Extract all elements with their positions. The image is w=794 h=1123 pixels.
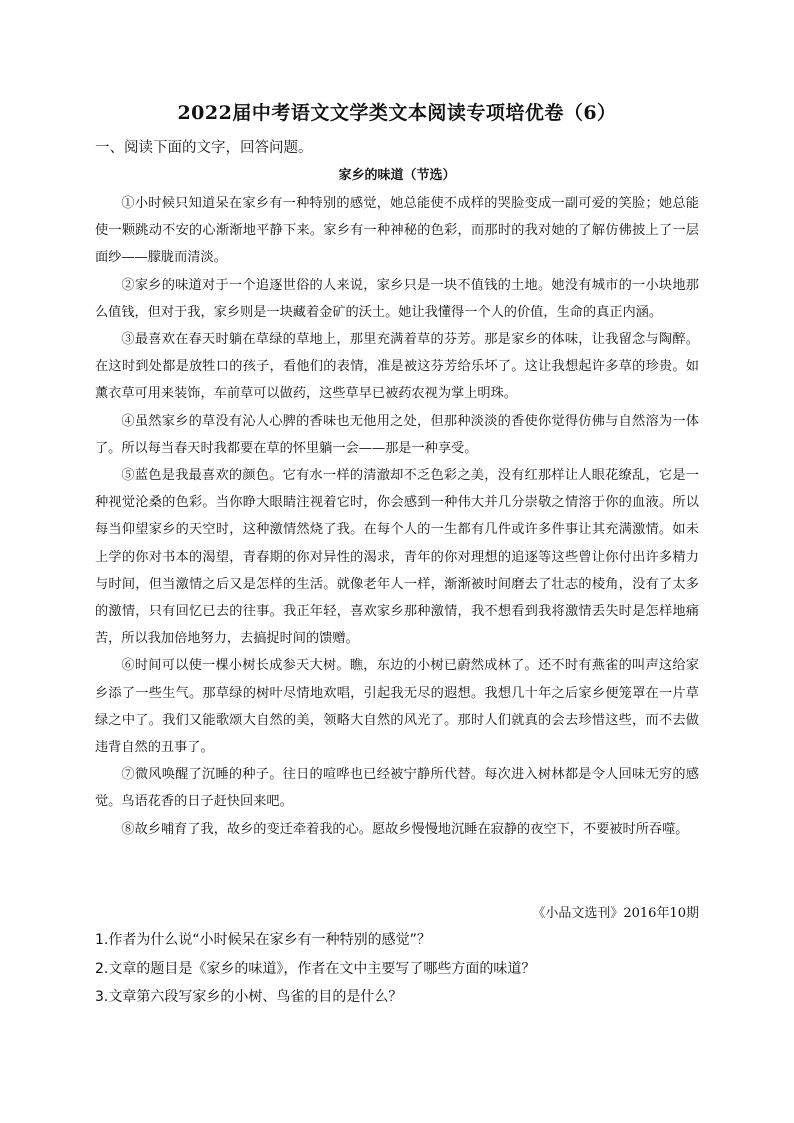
article-paragraph-7: ⑦微风唤醒了沉睡的种子。往日的喧哗也已经被宁静所代替。每次进入树林都是令人回味无穷的感觉。鸟语花香的日子赶快回来吧。 — [95, 767, 699, 810]
section-heading: 一、阅读下面的文字，回答问题。 — [95, 140, 313, 156]
question-1: 1.作者为什么说“小时候呆在家乡有一种特别的感觉”？ — [95, 932, 431, 948]
article-paragraph-6: ⑥时间可以使一棵小树长成参天大树。瞧，东边的小树已蔚然成林了。还不时有燕雀的叫声这给家乡添了一些生气。那草绿的树叶尽情地欢唱，引起我无尽的遐想。我想几十年之后家乡便笼罩在一片草绿之中了。我们又能歌颂大自然的美，领略大自然的风光了。那时人们就真的会去珍惜这些，而不去做违背自然的丑事了。 — [95, 658, 699, 756]
document-title: 2022届中考语文文学类文本阅读专项培优卷（6） — [177, 102, 617, 124]
question-list — [95, 926, 699, 1012]
article-body — [95, 190, 699, 843]
article-paragraph-5: ⑤蓝色是我最喜欢的颜色。它有水一样的清澈却不乏色彩之美，没有红那样让人眼花缭乱，它是一种视觉沦桑的色彩。当你睁大眼睛注视着它时，你会感到一种伟大并几分崇敬之情溶于你的血液。所以每当仰望家乡的天空时，这种激情然烧了我。在每个人的一生都有几件或许多件事让其充满激情。如未上学的你对书本的渴望，青春期的你对异性的渴求，青年的你对理想的追逐等这些曾让你付出许多精力与时间，但当激情之后又是怎样的生活。就像老年人一样，渐渐被时间磨去了壮志的棱角，没有了太多的激情，只有回忆已去的往事。我正年轻，喜欢家乡那种激情，我不想看到我将激情丢失时是怎样地痛苦，所以我加倍地努力，去搞捉时间的馈赠。 — [95, 468, 699, 647]
question-3: 3.文章第六段写家乡的小树、鸟雀的目的是什么？ — [95, 989, 403, 1005]
question-2: 2.文章的题目是《家乡的味道》，作者在文中主要写了哪些方面的味道？ — [95, 960, 536, 977]
article-title: 家乡的味道（节选） — [338, 168, 456, 183]
article-paragraph-8: ⑧故乡哺育了我，故乡的变迁牵着我的心。愿故乡慢慢地沉睡在寂静的夜空下，不要被时所吞噬。 — [121, 821, 689, 837]
article-paragraph-4: ④虽然家乡的草没有沁人心脾的香味也无他用之处，但那种淡淡的香使你觉得仿佛与自然溶为一体了。所以每当春天时我都要在草的怀里躺一会——那是一种享受。 — [95, 413, 699, 456]
article-source: 《小品文选刊》2016年10期 — [532, 906, 699, 921]
article-paragraph-1: ①小时候只知道呆在家乡有一种特别的感觉，她总能使不成样的哭脸变成一副可爱的笑脸；她总能使一颗跳动不安的心渐渐地平静下来。家乡有一种神秘的色彩，而那时的我对她的了解仿佛披上了一层面纱——朦胧而清淡。 — [95, 196, 699, 266]
article-paragraph-3: ③最喜欢在春天时躺在草绿的草地上，那里充满着草的芬芳。那是家乡的体味，让我留念与陶醉。在这时到处都是放牲口的孩子，看他们的表情，准是被这芬芳给乐坏了。这让我想起许多草的珍贵。如薰衣草可用来装饰，车前草可以做药，这些草早已被药农视为掌上明珠。 — [95, 332, 699, 402]
article-paragraph-2: ②家乡的味道对于一个追逐世俗的人来说，家乡只是一块不值钱的土地。她没有城市的一小块地那么值钱，但对于我，家乡则是一块藏着金矿的沃土。她让我懂得一个人的价值，生命的真正内涵。 — [95, 277, 699, 320]
